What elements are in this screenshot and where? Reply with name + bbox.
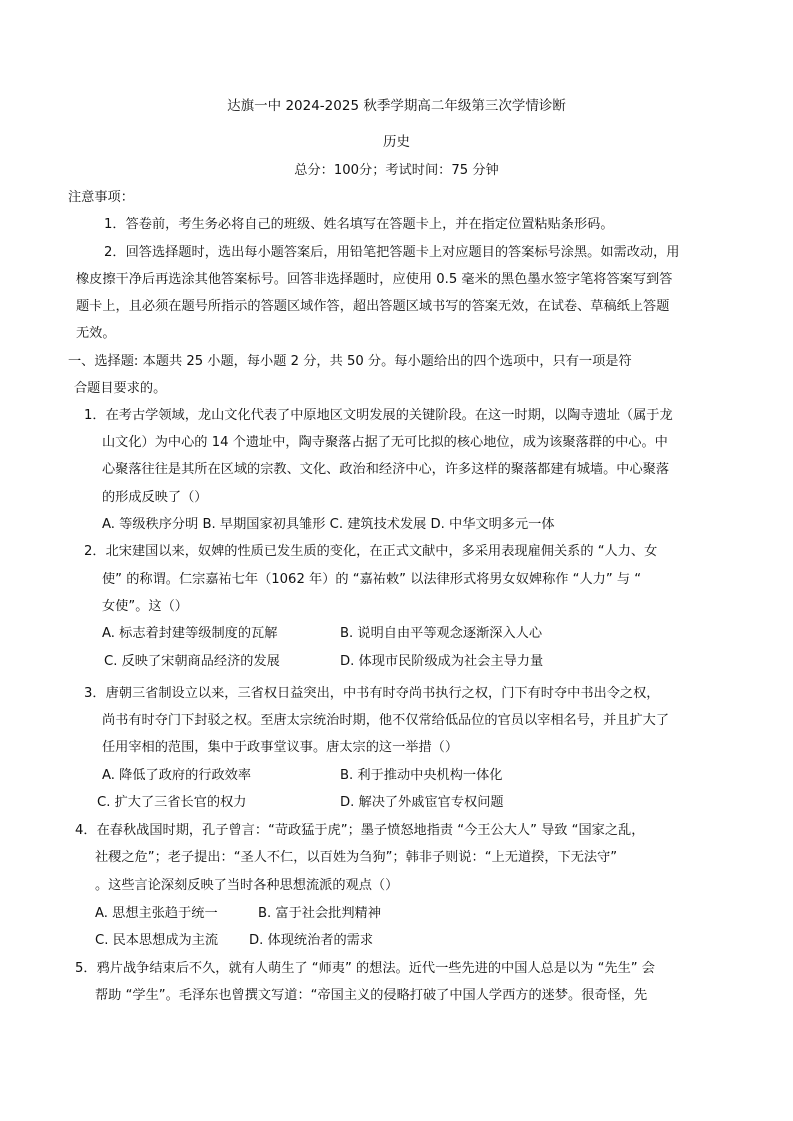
- question-4-option-d: D. 体现统治者的需求: [249, 933, 374, 948]
- question-1-stem: 1．在考古学领域，龙山文化代表了中原地区文明发展的关键阶段。在这一时期，以陶寺遗址（属于龙: [84, 408, 673, 423]
- subject-title: 历史: [383, 134, 410, 150]
- question-1-options: A. 等级秩序分明 B. 早期国家初具雏形 C. 建筑技术发展 D. 中华文明多元一体: [102, 517, 555, 532]
- exam-title: 达旗一中 2024-2025 秋季学期高二年级第三次学情诊断: [227, 98, 566, 114]
- question-4-option-c: C. 民本思想成为主流: [95, 933, 219, 948]
- question-2-stem: 2．北宋建国以来，奴婢的性质已发生质的变化，在正式文献中，多采用表现雇佣关系的 “人力、女: [84, 544, 658, 559]
- question-2-option-b: B. 说明自由平等观念逐渐深入人心: [340, 626, 543, 641]
- question-5-stem: 帮助 “学生”。毛泽东也曾撰文写道：“帝国主义的侵略打破了中国人学西方的迷梦。很奇怪，先: [95, 988, 648, 1003]
- note-item-2-line: 2．回答选择题时，选出每小题答案后，用铅笔把答题卡上对应题目的答案标号涂黑。如需改动，用: [104, 245, 680, 260]
- question-2-option-a: A. 标志着封建等级制度的瓦解: [102, 626, 278, 641]
- question-4-option-a: A. 思想主张趋于统一: [95, 906, 218, 921]
- note-item-2-line: 无效。: [76, 326, 116, 341]
- question-3-option-c: C. 扩大了三省长官的权力: [97, 795, 247, 810]
- question-3-option-d: D. 解决了外戚宦官专权问题: [340, 795, 504, 810]
- question-4-stem: 社稷之危”；老子提出：“圣人不仁，以百姓为刍狗”；韩非子则说：“上无道揆，下无法守”: [95, 850, 618, 865]
- question-4-stem: 。这些言论深刻反映了当时各种思想流派的观点（）: [95, 878, 399, 893]
- question-4-stem: 4．在春秋战国时期，孔子曾言：“苛政猛于虎”；墨子愤怒地指责 “今王公大人” 导致 “国家之乱，: [75, 823, 645, 838]
- note-item-1: 1．答卷前，考生务必将自己的班级、姓名填写在答题卡上，并在指定位置粘贴条形码。: [104, 217, 614, 232]
- question-2-stem: 使” 的称谓。仁宗嘉祐七年（1062 年）的 “嘉祐敕” 以法律形式将男女奴婢称作 “人力” 与 “: [102, 572, 642, 587]
- question-3-option-b: B. 利于推动中央机构一体化: [340, 768, 503, 783]
- question-2-option-c: C. 反映了宋朝商品经济的发展: [104, 654, 280, 669]
- question-3-stem: 尚书有时夺门下封驳之权。至唐太宗统治时期，他不仅常给低品位的官员以宰相名号，并且扩大了: [102, 713, 670, 728]
- question-1-stem: 山文化）为中心的 14 个遗址中，陶寺聚落占据了无可比拟的核心地位，成为该聚落群的中心。中: [102, 435, 668, 450]
- question-2-option-d: D. 体现市民阶级成为社会主导力量: [340, 654, 544, 669]
- question-2-stem: 女使”。这（）: [102, 599, 188, 614]
- notes-heading: 注意事项：: [68, 190, 134, 205]
- question-3-stem: 3．唐朝三省制设立以来，三省权日益突出，中书有时夺尚书执行之权，门下有时夺中书出令之权，: [84, 686, 660, 701]
- note-item-2-line: 题卡上，且必须在题号所指示的答题区域作答，超出答题区域书写的答案无效，在试卷、草稿纸上答题: [76, 299, 670, 314]
- note-item-2-line: 橡皮擦干净后再选涂其他答案标号。回答非选择题时，应使用 0.5 毫米的黑色墨水签字笔将答案写到答: [76, 272, 673, 287]
- question-5-stem: 5．鸦片战争结束后不久，就有人萌生了 “师夷” 的想法。近代一些先进的中国人总是以为 “先生” 会: [75, 961, 655, 976]
- section-heading: 合题目要求的。: [74, 381, 167, 396]
- question-4-option-b: B. 富于社会批判精神: [258, 906, 381, 921]
- question-1-stem: 心聚落往往是其所在区域的宗教、文化、政治和经济中心，许多这样的聚落都建有城墙。中心聚落: [102, 462, 670, 477]
- question-1-stem: 的形成反映了（）: [102, 490, 208, 505]
- section-heading: 一、选择题: 本题共 25 小题，每小题 2 分，共 50 分。每小题给出的四个选项中，只有一项是符: [68, 354, 632, 369]
- question-3-stem: 任用宰相的范围，集中于政事堂议事。唐太宗的这一举措（）: [102, 740, 459, 755]
- question-3-option-a: A. 降低了政府的行政效率: [102, 768, 252, 783]
- score-time: 总分：100分；考试时间：75 分钟: [294, 163, 499, 178]
